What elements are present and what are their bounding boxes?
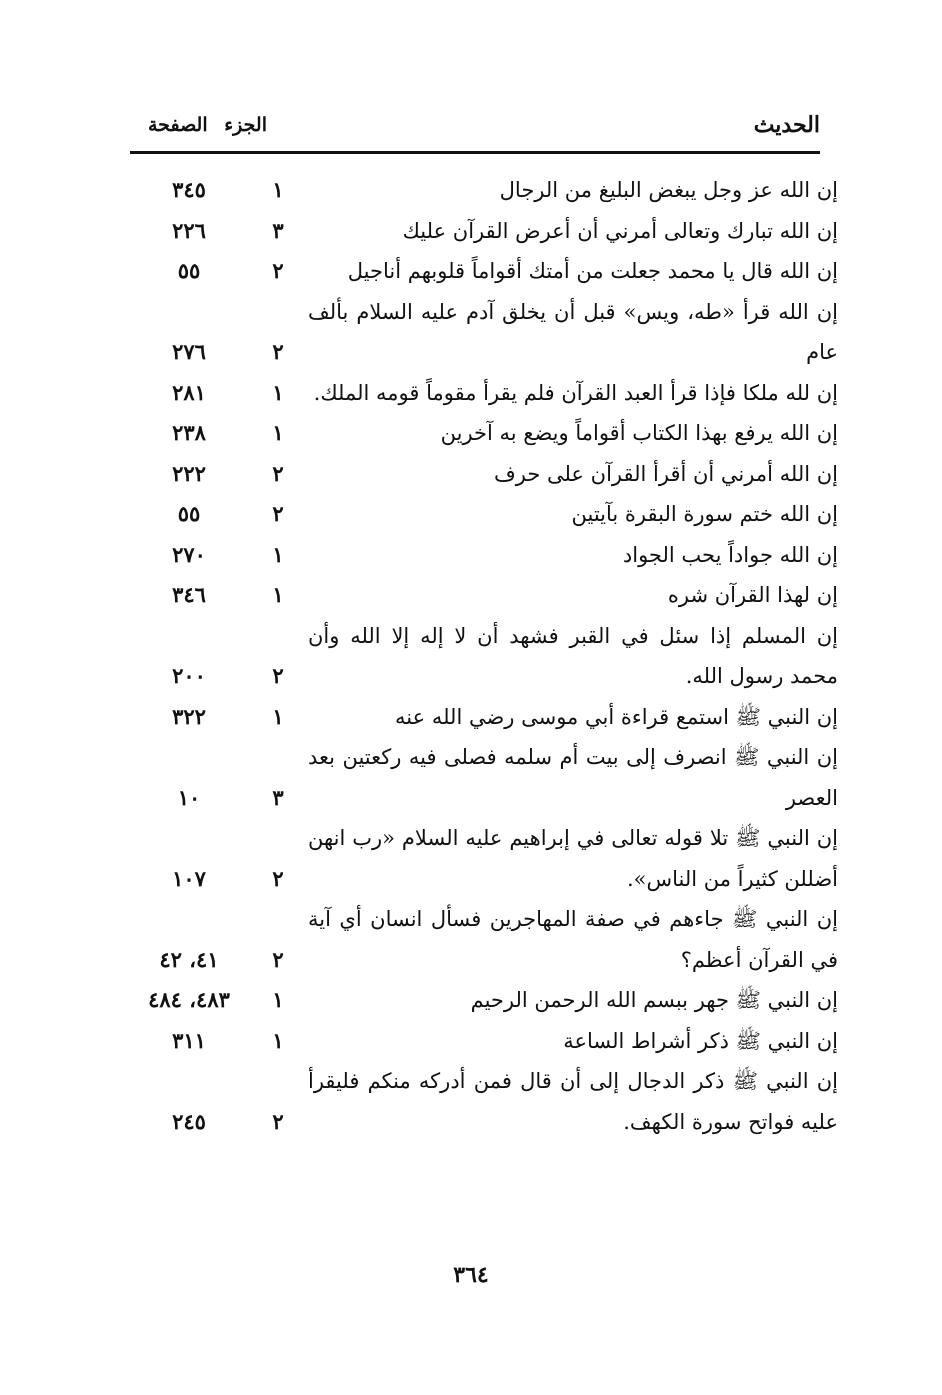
volume-number: ١ — [272, 541, 284, 567]
list-item — [130, 818, 838, 899]
page-reference: ٢٢٦ — [172, 217, 206, 243]
volume-number: ١ — [272, 703, 284, 729]
hadith-text: إن النبي ﷺ جاءهم في صفة المهاجرين فسأل انسان أي آية في القرآن أعظم؟ — [308, 907, 838, 972]
hadith-text: إن المسلم إذا سئل في القبر فشهد أن لا إله إلا الله وأن محمد رسول الله. — [308, 623, 838, 688]
hadith-text: إن لله ملكا فإذا قرأ العبد القرآن فلم يقرأ مقوماً قومه الملك. — [313, 380, 838, 405]
page-reference: ١٠ — [177, 784, 201, 810]
volume-number: ١ — [272, 420, 284, 445]
list-item — [130, 575, 838, 616]
page-reference: ٣٤٥ — [172, 177, 206, 202]
column-title-page: الصفحة — [148, 114, 208, 136]
list-item — [130, 737, 838, 818]
hadith-text: إن النبي ﷺ ذكر أشراط الساعة — [563, 1028, 838, 1053]
volume-number: ٢ — [272, 1108, 284, 1134]
list-item — [130, 211, 838, 252]
list-item — [130, 292, 838, 373]
hadith-text: إن الله ختم سورة البقرة بآيتين — [571, 502, 838, 526]
hadith-text: إن النبي ﷺ تلا قوله تعالى في إبراهيم عليه السلام «رب انهن أضللن كثيراً من الناس». — [308, 826, 838, 891]
volume-number: ٣ — [272, 217, 284, 243]
hadith-text: إن النبي ﷺ ذكر الدجال إلى أن قال فمن أدركه منكم فليقرأ عليه فواتح سورة الكهف. — [308, 1069, 838, 1134]
hadith-text: إن لهذا القرآن شره — [667, 583, 838, 607]
list-item — [130, 413, 838, 454]
volume-number: ٢ — [272, 501, 284, 526]
list-item — [130, 980, 838, 1021]
list-item — [130, 1021, 838, 1062]
list-item — [130, 1061, 838, 1142]
page-number: ٣٦٤ — [453, 1262, 489, 1288]
volume-number: ١ — [272, 379, 284, 405]
hadith-text: إن النبي ﷺ استمع قراءة أبي موسى رضي الله عنه — [395, 704, 838, 729]
hadith-text: إن الله قرأ «طه، ويس» قبل أن يخلق آدم عليه السلام بألف عام — [308, 299, 838, 364]
volume-number: ٢ — [272, 663, 284, 688]
list-item — [130, 535, 838, 576]
page-reference: ٤٨٣، ٤٨٤ — [148, 987, 230, 1012]
volume-number: ٣ — [272, 784, 284, 810]
hadith-text: إن الله جواداً يحب الجواد — [622, 542, 838, 567]
column-title-volume: الجزء — [224, 114, 267, 136]
volume-number: ١ — [272, 582, 284, 607]
hadith-text: إن الله أمرني أن أقرأ القرآن على حرف — [493, 461, 838, 486]
list-item — [130, 251, 838, 292]
column-title-hadith: الحديث — [753, 112, 820, 138]
hadith-text: إن الله عز وجل يبغض البليغ من الرجال — [499, 178, 838, 202]
page-reference: ٣١١ — [172, 1027, 206, 1053]
volume-number: ٢ — [272, 258, 284, 283]
volume-number: ٢ — [272, 460, 284, 486]
page-reference: ٥٥ — [177, 501, 201, 526]
list-item — [130, 616, 838, 697]
page-reference: ٢٣٨ — [172, 420, 206, 445]
page-reference: ٣٤٦ — [172, 582, 206, 607]
list-item — [130, 170, 838, 211]
volume-number: ١ — [272, 987, 284, 1012]
hadith-text: إن الله قال يا محمد جعلت من أمتك أقواماً قلوبهم أناجيل — [347, 259, 838, 283]
volume-number: ٢ — [272, 865, 284, 891]
page-reference: ٢٧٦ — [172, 339, 206, 364]
hadith-text: إن الله تبارك وتعالى أمرني أن أعرض القرآن عليك — [402, 218, 838, 243]
page-reference: ٢٢٢ — [172, 460, 206, 486]
list-item — [130, 899, 838, 980]
list-item — [130, 697, 838, 738]
list-item — [130, 373, 838, 414]
page-reference: ٢٨١ — [172, 379, 206, 405]
hadith-text: إن الله يرفع بهذا الكتاب أقواماً ويضع به آخرين — [440, 421, 838, 445]
page-reference: ٤١، ٤٢ — [159, 946, 219, 972]
list-item — [130, 494, 838, 535]
hadith-text: إن النبي ﷺ انصرف إلى بيت أم سلمه فصلى فيه ركعتين بعد العصر — [308, 745, 838, 810]
table-header — [130, 110, 820, 154]
column-titles-left — [138, 114, 267, 136]
volume-number: ١ — [272, 177, 284, 202]
page-reference: ١٠٧ — [172, 865, 206, 891]
page-reference: ٢٤٥ — [172, 1108, 206, 1134]
page-reference: ٢٠٠ — [172, 663, 206, 688]
page-reference: ٥٥ — [177, 258, 201, 283]
volume-number: ٢ — [272, 339, 284, 364]
volume-number: ١ — [272, 1027, 284, 1053]
hadith-index-list — [130, 170, 838, 1142]
hadith-text: إن النبي ﷺ جهر ببسم الله الرحمن الرحيم — [470, 988, 838, 1012]
volume-number: ٢ — [272, 946, 284, 972]
list-item — [130, 454, 838, 495]
page-reference: ٣٢٢ — [172, 703, 206, 729]
page-reference: ٢٧٠ — [172, 541, 206, 567]
